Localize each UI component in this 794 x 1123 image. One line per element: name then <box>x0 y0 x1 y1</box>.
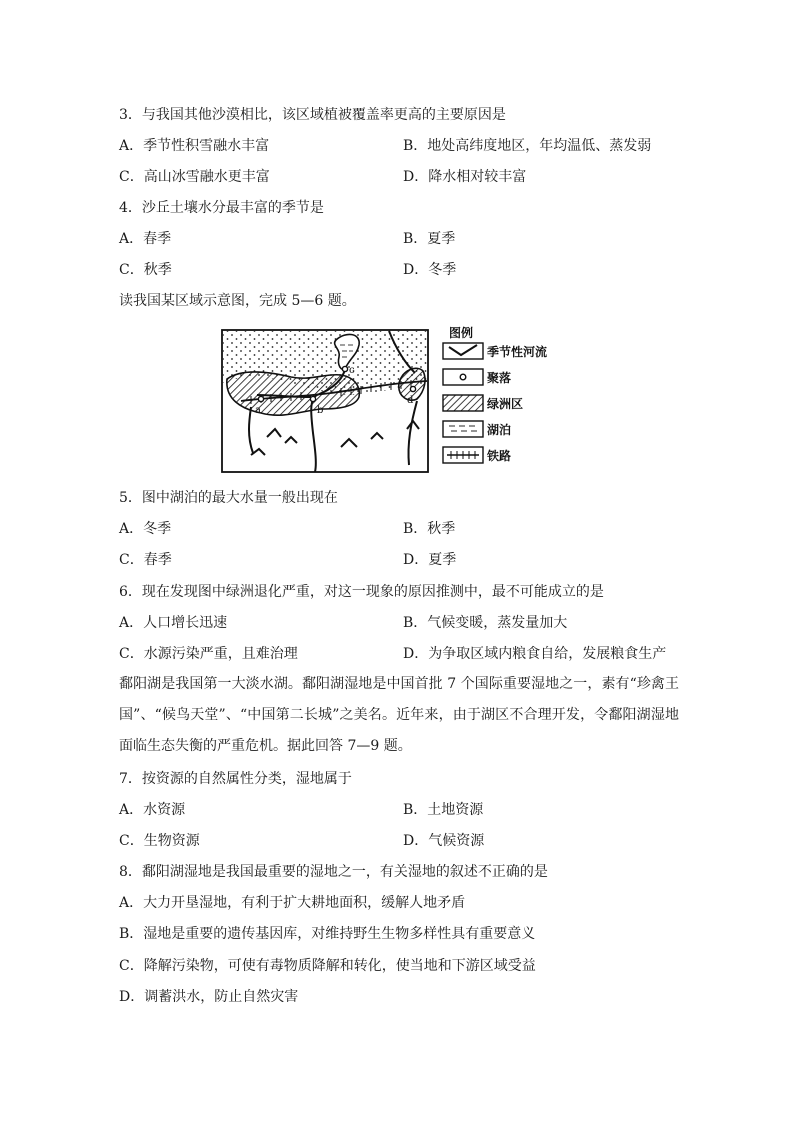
point-label-a: a <box>255 405 261 416</box>
point-label-b: b <box>317 405 324 416</box>
q4-option-c: C．秋季 <box>119 262 172 278</box>
intro-5-6: 读我国某区域示意图，完成 5—6 题。 <box>119 293 356 309</box>
legend-oasis: 绿洲区 <box>487 397 524 411</box>
q7-option-b: B．土地资源 <box>403 802 484 818</box>
q3-option-d: D．降水相对较丰富 <box>403 169 527 185</box>
legend-lake: 湖泊 <box>487 423 512 437</box>
q6-stem: 6．现在发现图中绿洲退化严重，对这一现象的原因推测中，最不可能成立的是 <box>119 584 604 600</box>
q3-option-a: A．季节性积雪融水丰富 <box>119 138 270 154</box>
q5-option-c: C．春季 <box>119 552 172 568</box>
legend-settlement: 聚落 <box>487 371 512 385</box>
oasis-icon <box>443 395 483 411</box>
q8-option-b: B．湿地是重要的遗传基因库，对维持野生生物多样性具有重要意义 <box>119 926 536 942</box>
q8-stem: 8．鄱阳湖湿地是我国最重要的湿地之一，有关湿地的叙述不正确的是 <box>119 864 548 880</box>
q5-option-b: B．秋季 <box>403 521 456 537</box>
q8-option-d: D．调蓄洪水，防止自然灾害 <box>119 989 299 1005</box>
q6-option-b: B．气候变暖，蒸发量加大 <box>403 615 568 631</box>
q3-option-c: C．高山冰雪融水更丰富 <box>119 169 270 185</box>
q3-option-b: B．地处高纬度地区，年均温低、蒸发弱 <box>403 138 652 154</box>
q8-option-c: C．降解污染物，可使有毒物质降解和转化，使当地和下游区域受益 <box>119 958 536 974</box>
q6-option-a: A．人口增长迅速 <box>119 615 228 631</box>
map-legend <box>443 325 547 463</box>
q7-option-a: A．水资源 <box>119 802 186 818</box>
region-map <box>221 325 567 473</box>
q8-option-a: A．大力开垦湿地，有利于扩大耕地面积，缓解人地矛盾 <box>119 895 466 911</box>
legend-title: 图例 <box>449 326 474 340</box>
q4-stem: 4．沙丘土壤水分最丰富的季节是 <box>119 200 324 216</box>
q4-option-b: B．夏季 <box>403 231 456 247</box>
q7-stem: 7．按资源的自然属性分类，湿地属于 <box>119 771 352 787</box>
settlement-icon <box>460 374 466 380</box>
q5-option-d: D．夏季 <box>403 552 457 568</box>
q3-stem: 3．与我国其他沙漠相比，该区域植被覆盖率更高的主要原因是 <box>119 107 506 123</box>
q5-option-a: A．冬季 <box>119 521 172 537</box>
q4-option-a: A．春季 <box>119 231 172 247</box>
point-label-c: c <box>349 365 355 376</box>
legend-railway: 铁路 <box>487 449 512 463</box>
q6-option-c: C．水源污染严重，且难治理 <box>119 646 298 662</box>
point-label-d: d <box>407 395 414 406</box>
legend-seasonal-river: 季节性河流 <box>487 345 548 359</box>
q4-option-d: D．冬季 <box>403 262 457 278</box>
q7-option-d: D．气候资源 <box>403 833 485 849</box>
q5-stem: 5．图中湖泊的最大水量一般出现在 <box>119 490 338 506</box>
q7-option-c: C．生物资源 <box>119 833 200 849</box>
passage-poyang: 鄱阳湖是我国第一大淡水湖。鄱阳湖湿地是中国首批 7 个国际重要湿地之一，素有“珍禽王国”、“候鸟天堂”、“中国第二长城”之美名。近年来，由于湖区不合理开发，令鄱阳湖湿地面临生态失衡的严重危机。据此回答 7—9 题。 <box>119 676 679 754</box>
q6-option-d: D．为争取区域内粮食自给，发展粮食生产 <box>403 646 667 662</box>
